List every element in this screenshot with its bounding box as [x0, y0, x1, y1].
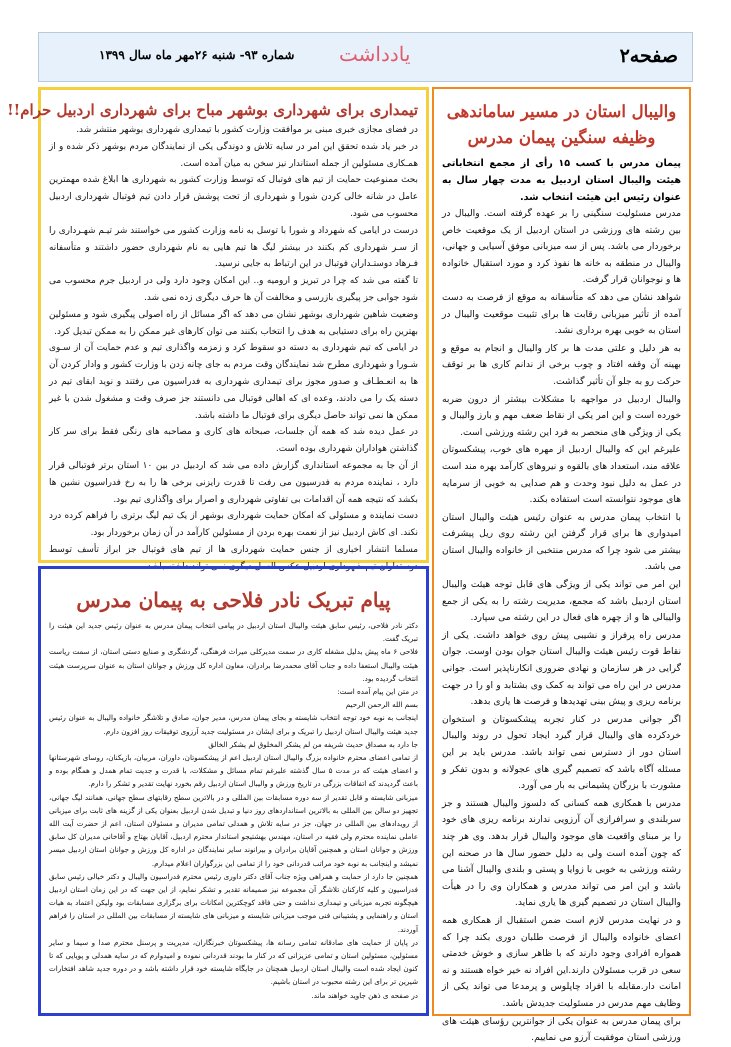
paragraph: مدرس راه پرفراز و نشیبی پیش روی خواهد داشت. یکی از نقاط قوت رئیس هیئت والیبال استان جوان بودن اوست. جوان گرایی در هر سازمان و نهادی ضروری انکارناپذیر است. جوانی مدرس در این راه می تواند به کمک وی بشتابد و او را در جهت برنامه ریزی و پیش بینی تهدیدها و فرصت ها یاری بدهد. [442, 629, 681, 708]
paragraph: با انتخاب پیمان مدرس به عنوان رئیس هیئت والیبال استان امیدواری ها برای قرار گرفتن این رشته روی ریل پیشرفت بیشتر می شود چرا که مدرس منتخبی از خانواده والیبال استان می باشد. [442, 511, 681, 573]
paragraph: در متن این پیام آمده است: [337, 687, 418, 697]
top-article [7, 87, 429, 572]
bottom-article-title: پیام تبریک نادر فلاحی به پیمان مدرس [76, 588, 391, 612]
paragraph: شواهد نشان می دهد که متأسفانه به موقع از فرصت به دست آمده از تأثیر میزبانی رقابت ها برای تثبیت موقعیت والیبال در استان به خوبی بهره برداری نشد. [442, 291, 681, 337]
right-article-title-line1: والیبال استان در مسیر ساماندهی [446, 102, 677, 121]
paragraph: دست نماینده و مسئولی که امکان حمایت شهرداری بوشهر از یک تیم لیگ برتری را فراهم کرده درد نکند. ای کاش اردبیل نیز از نعمت بهره بردن از مسئولین کارآمد در آن زمان برخوردار بود. [49, 511, 418, 539]
paragraph: میزبانی شایسته و قابل تقدیر از سه دوره مسابقات بین المللی و در بالاترین سطح رقابتهای سطح جهانی، همانند لیگ جهانی، تجهیز دو سالن بین المللی به بالاترین استانداردهای روز دنیا و تبدیل شدن اردبیل بعنوان یکی از گزینه های ثابت برای میزبانی از رویدادهای بین المللی در جهان، جز در سایه تلاش و همدلی تمامی مدیران و مسئولان استان، اعم از حضرت آیت الله عاملی نماینده محترم ولی فقیه در استان، مهندس بهشتیجو استاندار محترم اردبیل، آقایان بهتاج و آقاخانی مدیران کل سابق ورزش و جوانان استان و همچنین آقایان برادران و بیرانوند سایر نمایندگان در اداره کل ورزش و جوانان استان اردبیل میسر نمیشد و اینجانب به نوبه خود مراتب قدردانی خود را از تمامی این بزرگواران اعلام میدارم. [49, 792, 418, 868]
paragraph: اینجانب به نوبه خود توجه انتخاب شایسته و بجای پیمان مدرس، مدیر جوان، صادق و تلاشگر خانواده والیبال به عنوان رئیس جدید هیئت والیبال استان اردبیل را تبریک و برای ایشان در مسئولیت جدید آرزوی توفیقات روز افزون دارم. [49, 713, 418, 736]
right-article-lead: پیمان مدرس با کسب ۱۵ رأی از مجمع انتخاباتی هیئت والیبال استان اردبیل به مدت چهار سال به عنوان رئیس این هیئت انتخاب شد. [442, 158, 681, 203]
section-title: یادداشت [339, 42, 411, 66]
paragraph: وضعیت شاهین شهرداری بوشهر نشان می دهد که اگر مسائل از راه اصولی پیگیری شود و مسئولین بهترین راه برای دستیابی به هدف را انتخاب بکنند می توان کارهای غیر ممکن را به ممکن تبدیل کرد. [49, 309, 418, 337]
paragraph: دکتر نادر فلاحی، رئیس سابق هیئت والیبال استان اردبیل در پیامی انتخاب پیمان مدرس به عنوان رئیس جدید این هیئت را تبریک گفت. [49, 621, 418, 644]
paragraph: در پایان از حمایت های صادقانه تمامی رسانه ها، پیشکسوتان خبرنگاران، مدیریت و پرسنل محترم صدا و سیما و سایر مسئولین، مسئولین استان و تمامی عزیزانی که در کنار ما بودند قدردانی نموده و امیدوارم که در سایه همدلی و پویایی که تا کنون ایجاد شده است والیبال استان اردبیل همچنان در جایگاه شایسته خود قرار داشته باشد و در دوره جدید شاهد افتخارات شیرین تر برای این رشته محبوب در استان باشیم. [49, 937, 418, 987]
paragraph: از تمامی اعضای محترم خانواده بزرگ والیبال استان اردبیل اعم از پیشکسوتان، داوران، مربیان، بازیکنان، روسای شهرستانها و اعضای هیئت که در مدت ۵ سال گذشته علیرغم تمام مسائل و مشکلات، با قدرت و جدیت تمام همدل و همگام بوده و باعث گردیدند که اتفاقات بزرگی در تاریخ ورزش و والیبال استان اردبیل رقم بخورد نهایت تقدیر و تشکر را دارم. [49, 753, 418, 789]
paragraph: به هر دلیل و علتی مدت ها بر کار والیبال و انجام به موقع و بهینه آن وقفه افتاد و چوب برخی از ندانم کاری ها بر توقف حرکت رو به جلو آن تأثیر گذاشت. [442, 342, 681, 387]
paragraph: بحث ممنوعیت حمایت از تیم های فوتبال که توسط وزارت کشور به شهرداری ها ابلاغ شده مهمترین عامل در شانه خالی کردن شورا و شهرداری از تحت پوشش قرار دادن تیم فوتبال شهرداری اردبیل محسوب می شود. [49, 175, 418, 219]
paragraph: جا دارد به مصداق حدیث شریفه من لم یشکر المخلوق لم یشکر الخالق [208, 739, 418, 749]
paragraph: والیبال اردبیل در مواجهه با مشکلات بیشتر از درون ضربه خورده است و این امر یکی از نقاط ضعف مهم و بارز والیبال و یکی از ویژگی های منحصر به فرد این رشته ورزشی است. [442, 393, 681, 438]
page-header [38, 32, 693, 82]
top-article-title: تیمداری برای شهرداری بوشهر مباح برای شهرداری اردبیل حرام!! [7, 101, 418, 119]
issue-info: شماره ۹۳- شنبه ۲۶مهر ماه سال ۱۳۹۹ [99, 48, 295, 62]
paragraph: این امر می تواند یکی از ویژگی های قابل توجه هیئت والیبال استان اردبیل باشد که مجمع، مدیریت رشته را به یکی از جمع والیبالی ها و از چهره های فعال در این رشته می سپارد. [442, 579, 681, 624]
paragraph: در عمل دیده شد که همه آن جلسات، صبحانه های کاری و مصاحبه های رنگی فقط برای سر کار گذاشتن هواداران شهرداری بوده است. [49, 427, 418, 455]
paragraph: در فضای مجازی خبری مبنی بر موافقت وزارت کشور با تیمداری شهرداری بوشهر منتشر شد. [76, 125, 418, 135]
paragraph: مدرس مسئولیت سنگینی را بر عهده گرفته است. والیبال در بین رشته های ورزشی در استان اردبیل از یک موقعیت خاص برخوردار می باشد. پس از سه میزبانی موفق آسیایی و جهانی، والیبال در منطقه به خانه ها نفوذ کرد و مورد استقبال خانواده ها و نوجوانان قرار گرفت. [442, 208, 681, 286]
paragraph: برای پیمان مدرس به عنوان یکی از جوانترین رؤسای هیئت های ورزشی استان موفقیت آرزو می نماییم. [442, 1015, 681, 1044]
paragraph: تا گفته می شد که چرا در تبریز و ارومیه و.. این امکان وجود دارد ولی در اردبیل جرم محسوب می شود جوابی جز پیگیری بازرسی و مخالفت آن ها حرف دیگری زده نمی شد. [49, 276, 418, 303]
paragraph: در خبر یاد شده تحقق این امر در سایه تلاش و دوندگی یکی از نمایندگان مردم بوشهر ذکر شده و از همـکاری مسئولین از جمله استاندار نیز سخن به میان آمده است. [49, 141, 418, 169]
bottom-article [38, 566, 429, 1016]
right-article-body [442, 206, 681, 1047]
page-number: صفحه۲ [619, 45, 678, 67]
paragraph: فلاحی ۶ ماه پیش بدلیل مشغله کاری در سمت مدیرکلی میراث فرهنگی، گردشگری و صنایع دستی استان، از سمت ریاست هیئت والیبال استعفا داده و جناب آقای محمدرضا برادران، معاون اداره کل ورزش و جوانان استان به عنوان سرپرست هیئت انتخاب گردیده بود. [49, 647, 418, 683]
paragraph: مسلما انتشار اخباری از جنس حمایت شهرداری ها از تیم های فوتبال جز ابراز تأسف توسط دوستداران تیم شهرداری اردبیل عکس العمل دیگری نمی تواند داشته باشد. [49, 544, 418, 572]
paragraph: درست در ایامی که شهرداد و شورا با توسل به نامه وزارت کشور می خواستند شر تیـم شهـرداری را از سـر شهرداری کم بکنند در بیشتر لیگ ها تیم هایی به نام شهرداری حضور داشتند و متأسفانه فـرهاد دوستـداران فوتبال در این ارتباط به جایی نرسید. [49, 225, 418, 270]
right-article-title-line2: وظیفه سنگین پیمان مدرس [467, 128, 656, 147]
paragraph: در صفحه ی ذهن جاوید خواهند ماند. [311, 990, 418, 1000]
bottom-article-body [49, 619, 418, 1002]
paragraph: همچنین جا دارد از حمایت و همراهی ویژه جناب آقای دکتر داوری رئیس محترم فدراسیون والیبال و دکتر خیالی رئیس سابق فدراسیون و کلیه کارکنان تلاشگر آن مجموعه نیز صمیمانه تقدیر و تشکر نمایم، از این جهت که در این زمان استان اردبیل هیچگونه تجربه میزبانی و تیمداری نداشت و حتی فاقد کوچکترین امکانات برای برگزاری مسابقات بود ولیکن اعتماد به هیات استان و راهنمایی و پشتیبانی فنی موجب میزبانی شایسته و میزبانی های شایسته از مسابقات بین المللی در استان را فراهم آوردند. [49, 871, 418, 934]
paragraph: مدرس با همکاری همه کسانی که دلسوز والیبال هستند و جز سربلندی و سرافرازی آن آرزویی ندارند برنامه ریزی های خود را بر مبنای واقعیت های موجود والیبال قرار بدهد. وی هر چند که چون آمده است ولی به دلیل حضور سال ها در صحنه این رشته ورزشی به خوبی با زوایا و پستی و بلندی والیبال آشنا می باشد و این امر می تواند مدرس و همکاران وی را در هیأت والیبال استان در تصمیم گیری ها یاری نماید. [442, 797, 681, 909]
paragraph: از آن جا به مجموعه استانداری گزارش داده می شد که اردبیل در بین ۱۰ استان برتر فوتبالی قرار دارد ، نماینده مردم به فدرسیون می رفت تا قدرت رایزنی برخی ها را به رخ فدراسیون نشین ها بکشد که نتیجه همه آن اقدامات بی تفاوتی شهرداری و اصرار برای واگذاری تیم بود. [49, 460, 418, 505]
paragraph: و در نهایت مدرس لازم است ضمن استقبال از همکاری همه اعضای خانواده والیبال از فرصت طلبان دوری بکند چرا که همواره افرادی وجود دارند که با ظاهر سازی و خوش خدمتی سعی در قرب مسئولان دارند.این افراد نه خیر خواه هستند و نه امانت دار.مقابله با افراد چاپلوس و پرمدعا می تواند یکی از وظایف مهم مدرس در مسئولیت جدیدش باشد. [442, 914, 681, 1009]
paragraph: بسم الله الرحمن الرحیم [345, 700, 418, 710]
paragraph: علیرغم این که والیبال اردبیل از مهره های خوب، پیشکسوتان علاقه مند، استعداد های بالقوه و نیروهای کارآمد بهره مند است در عمل به دلیل نبود وحدت و هم صدایی به خوبی از سرمایه های موجود نتوانسته است استفاده بکند. [442, 444, 681, 506]
top-article-body [49, 122, 418, 576]
paragraph: در ایامی که تیم شهرداری به دسته دو سقوط کرد و زمزمه واگذاری تیم و عدم حمایت آن از سـوی شـورا و شهرداری مطرح شد نمایندگان وقت مردم به جای چانه زدن با وزارت کشور و وادار کردن آن ها به انعـطـاف و صدور مجوز برای تیمداری شهرداری به فدراسیون می رفتند و نوید ابقای تیم در دسته یک را می دادند، وعده ای که اهالی فوتبال می دانستند جز صرف وقت و مشغول شدن با غیر ممکن ها نمی تواند حاصل دیگری برای فوتبال ما داشته باشد. [49, 343, 418, 421]
right-article [432, 87, 691, 1044]
paragraph: اگر جوانی مدرس در کنار تجربه پیشکسوتان و استخوان خردکرده های والیبال قرار گیرد ایجاد تحول در روند والیبال استان دور از دسترس نمی تواند باشد. مدرس باید بر این مسئله آگاه باشد که تصمیم گیری های عجولانه و بدون تفکر و مشورت با بزرگان پشیمانی به بار می آورد. [442, 713, 681, 792]
